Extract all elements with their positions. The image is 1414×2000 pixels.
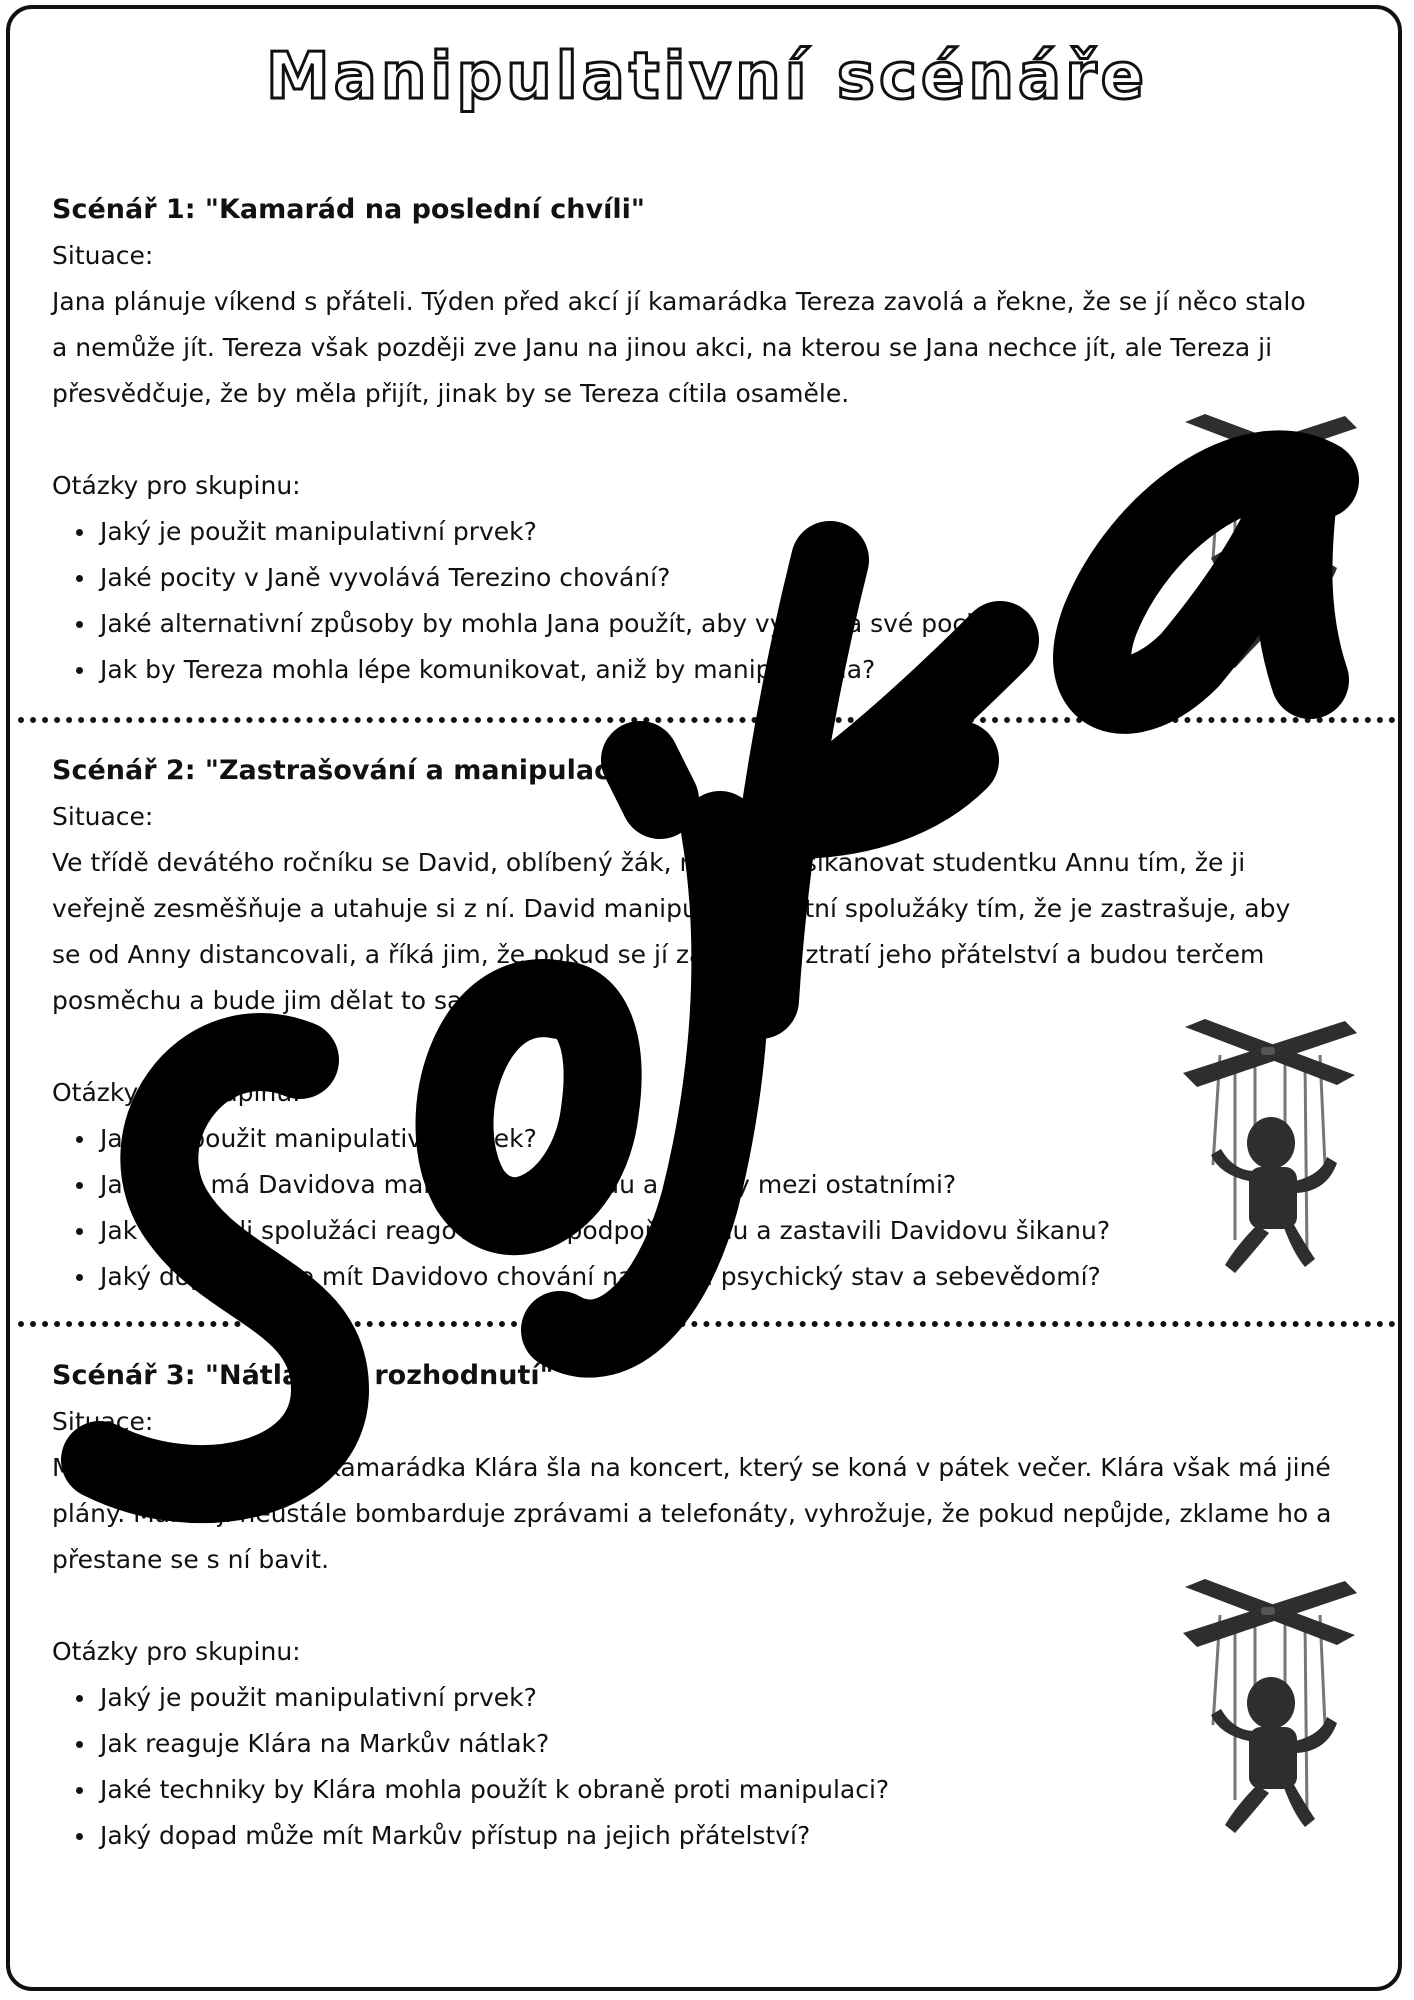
puppet-icon [1175, 1575, 1365, 1845]
question-item: Jaký dopad může mít Davidovo chování na Annin psychický stav a sebevědomí? [52, 1254, 1352, 1300]
questions-list [52, 1116, 1352, 1300]
question-item: Jaký je použit manipulativní prvek? [52, 1116, 1352, 1162]
questions-list [52, 1675, 1352, 1859]
scenario-3 [52, 1353, 1352, 1859]
scenario-heading: Scénář 1: "Kamarád na poslední chvíli" [52, 194, 645, 225]
question-item: Jak reaguje Klára na Markův nátlak? [52, 1721, 1352, 1767]
situation-text: a nemůže jít. Tereza však později zve Janu na jinou akci, na kterou se Jana nechce jít, ale Tereza ji [52, 333, 1273, 362]
question-item: Jaké pocity v Janě vyvolává Terezino chování? [52, 555, 1352, 601]
question-item: Jaký dopad může mít Markův přístup na jejich přátelství? [52, 1813, 1352, 1859]
situation-label: Situace: [52, 241, 154, 270]
question-item: Jaký je použit manipulativní prvek? [52, 509, 1352, 555]
situation-text: Ve třídě devátého ročníku se David, oblíbený žák, rozhodne šikanovat studentku Annu tím, že ji [52, 848, 1246, 877]
puppet-icon [1175, 410, 1365, 680]
scenario-2 [52, 748, 1352, 1300]
scenario-1 [52, 187, 1352, 693]
question-item: Jak by mohli spolužáci reagovat, aby podpořili Annu a zastavili Davidovu šikanu? [52, 1208, 1352, 1254]
questions-label: Otázky pro skupinu: [52, 1078, 301, 1107]
questions-label: Otázky pro skupinu: [52, 1637, 301, 1666]
section-divider [18, 1321, 1396, 1327]
questions-list [52, 509, 1352, 693]
situation-text: přesvědčuje, že by měla přijít, jinak by se Tereza cítila osaměle. [52, 379, 850, 408]
situation-text: veřejně zesměšňuje a utahuje si z ní. David manipuluje ostatní spolužáky tím, že je zastrašuje, aby [52, 894, 1291, 923]
scenario-heading: Scénář 2: "Zastrašování a manipulace" [52, 755, 643, 786]
situation-text: se od Anny distancovali, a říká jim, že pokud se jí zastanou, ztratí jeho přátelství a budou terčem [52, 940, 1265, 969]
question-item: Jaký je použit manipulativní prvek? [52, 1675, 1352, 1721]
situation-text: Jana plánuje víkend s přáteli. Týden před akcí jí kamarádka Tereza zavolá a řekne, že se jí něco stalo [52, 287, 1306, 316]
page-title: Manipulativní scénáře [265, 40, 1149, 114]
scenario-heading: Scénář 3: "Nátlak na rozhodnutí" [52, 1360, 554, 1391]
question-item: Jaký vliv má Davidova manipulace na třídu a vztahy mezi ostatními? [52, 1162, 1352, 1208]
section-divider [18, 717, 1396, 723]
situation-text: plány. Marek ji neustále bombarduje zprávami a telefonáty, vyhrožuje, že pokud nepůjde, zklame ho a [52, 1499, 1332, 1528]
situation-label: Situace: [52, 802, 154, 831]
situation-text: Marek chce, aby jeho kamarádka Klára šla na koncert, který se koná v pátek večer. Klára však má jiné [52, 1453, 1331, 1482]
questions-label: Otázky pro skupinu: [52, 471, 301, 500]
situation-label: Situace: [52, 1407, 154, 1436]
question-item: Jaké alternativní způsoby by mohla Jana použít, aby vyjádřila své pocity? [52, 601, 1352, 647]
question-item: Jaké techniky by Klára mohla použít k obraně proti manipulaci? [52, 1767, 1352, 1813]
situation-text: posměchu a bude jim dělat to samé. [52, 986, 511, 1015]
situation-text: přestane se s ní bavit. [52, 1545, 330, 1574]
puppet-icon [1175, 1015, 1365, 1285]
question-item: Jak by Tereza mohla lépe komunikovat, aniž by manipulovala? [52, 647, 1352, 693]
